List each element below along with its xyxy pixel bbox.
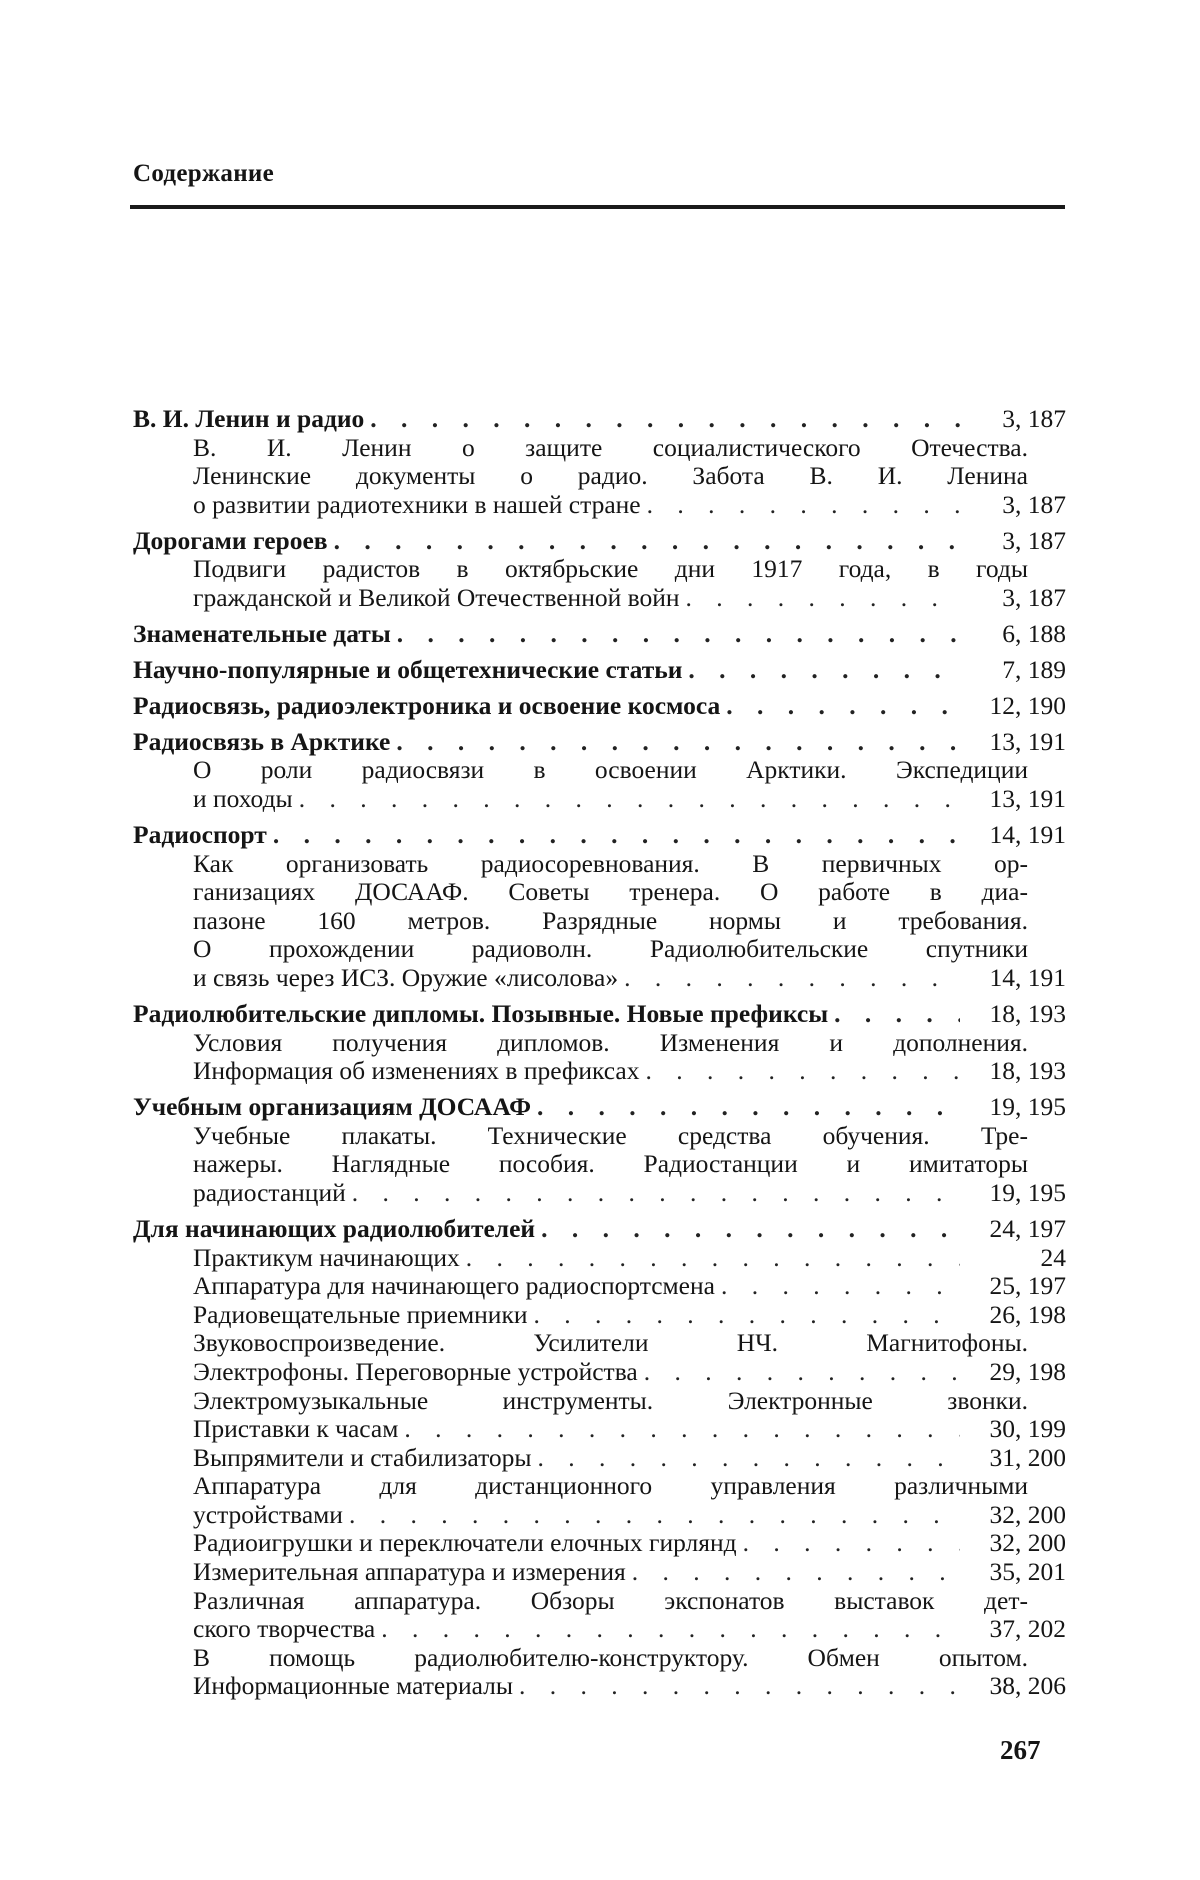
toc-page-ref: 14, 191 <box>964 821 1066 850</box>
dot-leader <box>541 1215 960 1244</box>
toc-page-ref: 31, 200 <box>964 1444 1066 1473</box>
toc-entry-text: Радиоспорт <box>133 821 267 850</box>
toc-page-ref: 37, 202 <box>964 1615 1066 1644</box>
toc-page-ref: 13, 191 <box>964 785 1066 814</box>
toc-page-ref: 3, 187 <box>964 491 1066 520</box>
dot-leader <box>273 821 960 850</box>
toc-line <box>193 1301 1066 1330</box>
toc-section <box>133 656 1066 685</box>
page-title: Содержание <box>133 160 274 188</box>
toc-entry-text: Радиосвязь в Арктике <box>133 728 390 757</box>
toc-page-ref: 13, 191 <box>964 728 1066 757</box>
toc-page-ref: 7, 189 <box>964 656 1066 685</box>
toc-page-ref: 19, 195 <box>964 1093 1066 1122</box>
toc-line <box>193 850 1066 879</box>
toc-entry-text: Дорогами героев <box>133 527 328 556</box>
toc-entry-text: радиостанций <box>193 1179 346 1208</box>
toc-line <box>133 821 1066 850</box>
dot-leader <box>834 1000 960 1029</box>
dot-leader <box>370 405 960 434</box>
toc-section <box>133 1093 1066 1122</box>
toc-subentry <box>133 1387 1066 1444</box>
toc-page-ref: 24, 197 <box>964 1215 1066 1244</box>
toc-line <box>133 656 1066 685</box>
dot-leader <box>299 785 960 814</box>
toc-entry-text: Аппаратура для начинающего радиоспортсмена <box>193 1272 715 1301</box>
toc-line <box>133 405 1066 434</box>
toc-line <box>193 1358 1066 1387</box>
toc-entry-text: Выпрямители и стабилизаторы <box>193 1444 532 1473</box>
toc-section <box>133 527 1066 556</box>
toc-entry-text: В помощь радиолюбителю-конструктору. Обмен опытом. <box>193 1644 1028 1673</box>
toc-entry-text: и связь через ИСЗ. Оружие «лисолова» <box>193 964 618 993</box>
dot-leader <box>726 692 960 721</box>
toc-subentry <box>133 1122 1066 1208</box>
toc-section <box>133 821 1066 850</box>
toc-page-ref: 32, 200 <box>964 1529 1066 1558</box>
toc-page-ref: 18, 193 <box>964 1057 1066 1086</box>
dot-leader <box>647 491 960 520</box>
dot-leader <box>537 1093 960 1122</box>
dot-leader <box>397 620 960 649</box>
toc-entry-text: Радиовещательные приемники <box>193 1301 528 1330</box>
dot-leader <box>624 964 960 993</box>
dot-leader <box>644 1358 960 1387</box>
toc-line <box>193 584 1066 613</box>
toc-subentry <box>133 756 1066 813</box>
toc-subentry <box>133 1472 1066 1529</box>
dot-leader <box>404 1415 960 1444</box>
table-of-contents <box>133 405 1066 1701</box>
toc-subentry <box>133 1558 1066 1587</box>
toc-page-ref: 3, 187 <box>964 527 1066 556</box>
toc-entry-text: Условия получения дипломов. Изменения и дополнения. <box>193 1029 1028 1058</box>
dot-leader <box>519 1672 960 1701</box>
toc-entry-text: Информационные материалы <box>193 1672 513 1701</box>
toc-page-ref: 3, 187 <box>964 584 1066 613</box>
toc-entry-text: Подвиги радистов в октябрьские дни 1917 года, в годы <box>193 555 1028 584</box>
toc-entry-text: Для начинающих радиолюбителей <box>133 1215 535 1244</box>
toc-line <box>193 1501 1066 1530</box>
toc-line <box>133 1093 1066 1122</box>
toc-line <box>193 1558 1066 1587</box>
toc-entry-text: Учебным организациям ДОСААФ <box>133 1093 531 1122</box>
toc-entry-text: Измерительная аппаратура и измерения <box>193 1558 626 1587</box>
toc-page-ref: 38, 206 <box>964 1672 1066 1701</box>
toc-page-ref: 25, 197 <box>964 1272 1066 1301</box>
toc-line <box>193 462 1066 491</box>
toc-entry-text: Ленинские документы о радио. Забота В. И. Ленина <box>193 462 1028 491</box>
toc-entry-text: Практикум начинающих <box>193 1244 460 1273</box>
toc-entry-text: Радиоигрушки и переключатели елочных гирлянд <box>193 1529 737 1558</box>
toc-subentry <box>133 1444 1066 1473</box>
toc-page-ref: 29, 198 <box>964 1358 1066 1387</box>
dot-leader <box>538 1444 960 1473</box>
dot-leader <box>645 1057 960 1086</box>
dot-leader <box>534 1301 961 1330</box>
toc-line <box>193 1029 1066 1058</box>
dot-leader <box>632 1558 960 1587</box>
toc-line <box>193 434 1066 463</box>
toc-entry-text: Научно-популярные и общетехнические статьи <box>133 656 682 685</box>
toc-entry-text: Электрофоны. Переговорные устройства <box>193 1358 638 1387</box>
toc-line <box>193 1444 1066 1473</box>
header-rule <box>130 205 1065 209</box>
toc-page-ref: 32, 200 <box>964 1501 1066 1530</box>
toc-line <box>193 1615 1066 1644</box>
toc-entry-text: В. И. Ленин о защите социалистического Отечества. <box>193 434 1028 463</box>
toc-subentry <box>133 1029 1066 1086</box>
toc-page-ref: 14, 191 <box>964 964 1066 993</box>
page-number: 267 <box>1000 1735 1041 1766</box>
toc-line <box>193 491 1066 520</box>
toc-entry-text: гражданской и Великой Отечественной войн <box>193 584 680 613</box>
toc-line <box>133 527 1066 556</box>
toc-section <box>133 692 1066 721</box>
dot-leader <box>688 656 960 685</box>
toc-page-ref: 26, 198 <box>964 1301 1066 1330</box>
toc-line <box>193 964 1066 993</box>
toc-line <box>133 728 1066 757</box>
toc-page-ref: 24 <box>964 1244 1066 1273</box>
toc-subentry <box>133 1587 1066 1644</box>
toc-line <box>133 692 1066 721</box>
toc-line <box>193 1057 1066 1086</box>
toc-page-ref: 18, 193 <box>964 1000 1066 1029</box>
dot-leader <box>334 527 960 556</box>
toc-line <box>193 935 1066 964</box>
toc-subentry <box>133 555 1066 612</box>
toc-entry-text: о развитии радиотехники в нашей стране <box>193 491 641 520</box>
toc-entry-text: Знаменательные даты <box>133 620 391 649</box>
toc-line <box>193 756 1066 785</box>
toc-line <box>193 1179 1066 1208</box>
toc-entry-text: В. И. Ленин и радио <box>133 405 364 434</box>
toc-entry-text: Радиолюбительские дипломы. Позывные. Новые префиксы <box>133 1000 828 1029</box>
toc-page-ref: 35, 201 <box>964 1558 1066 1587</box>
toc-entry-text: О роли радиосвязи в освоении Арктики. Экспедиции <box>193 756 1028 785</box>
toc-line <box>193 1272 1066 1301</box>
toc-line <box>133 1000 1066 1029</box>
toc-line <box>193 555 1066 584</box>
toc-entry-text: О прохождении радиоволн. Радиолюбительские спутники <box>193 935 1028 964</box>
toc-line <box>193 1387 1066 1416</box>
toc-entry-text: Приставки к часам <box>193 1415 398 1444</box>
dot-leader <box>381 1615 960 1644</box>
toc-line <box>193 785 1066 814</box>
dot-leader <box>721 1272 960 1301</box>
toc-page-ref: 19, 195 <box>964 1179 1066 1208</box>
toc-entry-text: устройствами <box>193 1501 343 1530</box>
toc-line <box>193 1472 1066 1501</box>
toc-page-ref: 6, 188 <box>964 620 1066 649</box>
dot-leader <box>686 584 960 613</box>
toc-entry-text: ского творчества <box>193 1615 375 1644</box>
dot-leader <box>349 1501 960 1530</box>
toc-line <box>193 1587 1066 1616</box>
toc-line <box>133 1215 1066 1244</box>
toc-page-ref: 12, 190 <box>964 692 1066 721</box>
toc-line <box>193 1329 1066 1358</box>
toc-subentry <box>133 1244 1066 1273</box>
toc-page-ref: 3, 187 <box>964 405 1066 434</box>
toc-line <box>193 1644 1066 1673</box>
toc-line <box>133 620 1066 649</box>
toc-subentry <box>133 1644 1066 1701</box>
toc-entry-text: пазоне 160 метров. Разрядные нормы и требования. <box>193 907 1028 936</box>
toc-entry-text: Радиосвязь, радиоэлектроника и освоение космоса <box>133 692 720 721</box>
toc-subentry <box>133 434 1066 520</box>
toc-line <box>193 1529 1066 1558</box>
toc-entry-text: Учебные плакаты. Технические средства обучения. Тре- <box>193 1122 1028 1151</box>
toc-entry-text: и походы <box>193 785 293 814</box>
toc-entry-text: нажеры. Наглядные пособия. Радиостанции и имитаторы <box>193 1150 1028 1179</box>
toc-section <box>133 1000 1066 1029</box>
toc-section <box>133 405 1066 434</box>
toc-section <box>133 728 1066 757</box>
toc-subentry <box>133 1329 1066 1386</box>
toc-subentry <box>133 1272 1066 1301</box>
toc-subentry <box>133 1301 1066 1330</box>
toc-section <box>133 620 1066 649</box>
dot-leader <box>352 1179 960 1208</box>
toc-line <box>193 878 1066 907</box>
dot-leader <box>743 1529 960 1558</box>
toc-entry-text: Различная аппаратура. Обзоры экспонатов выставок дет- <box>193 1587 1028 1616</box>
toc-line <box>193 1672 1066 1701</box>
toc-section <box>133 1215 1066 1244</box>
toc-page-ref: 30, 199 <box>964 1415 1066 1444</box>
toc-entry-text: ганизациях ДОСААФ. Советы тренера. О работе в диа- <box>193 878 1028 907</box>
toc-entry-text: Как организовать радиосоревнования. В первичных ор- <box>193 850 1028 879</box>
toc-entry-text: Электромузыкальные инструменты. Электронные звонки. <box>193 1387 1028 1416</box>
toc-line <box>193 1415 1066 1444</box>
toc-entry-text: Информация об изменениях в префиксах <box>193 1057 639 1086</box>
toc-entry-text: Аппаратура для дистанционного управления различными <box>193 1472 1028 1501</box>
toc-line <box>193 1244 1066 1273</box>
dot-leader <box>466 1244 960 1273</box>
dot-leader <box>396 728 960 757</box>
toc-subentry <box>133 1529 1066 1558</box>
toc-line <box>193 907 1066 936</box>
toc-line <box>193 1122 1066 1151</box>
toc-line <box>193 1150 1066 1179</box>
toc-subentry <box>133 850 1066 993</box>
toc-entry-text: Звуковоспроизведение. Усилители НЧ. Магнитофоны. <box>193 1329 1028 1358</box>
